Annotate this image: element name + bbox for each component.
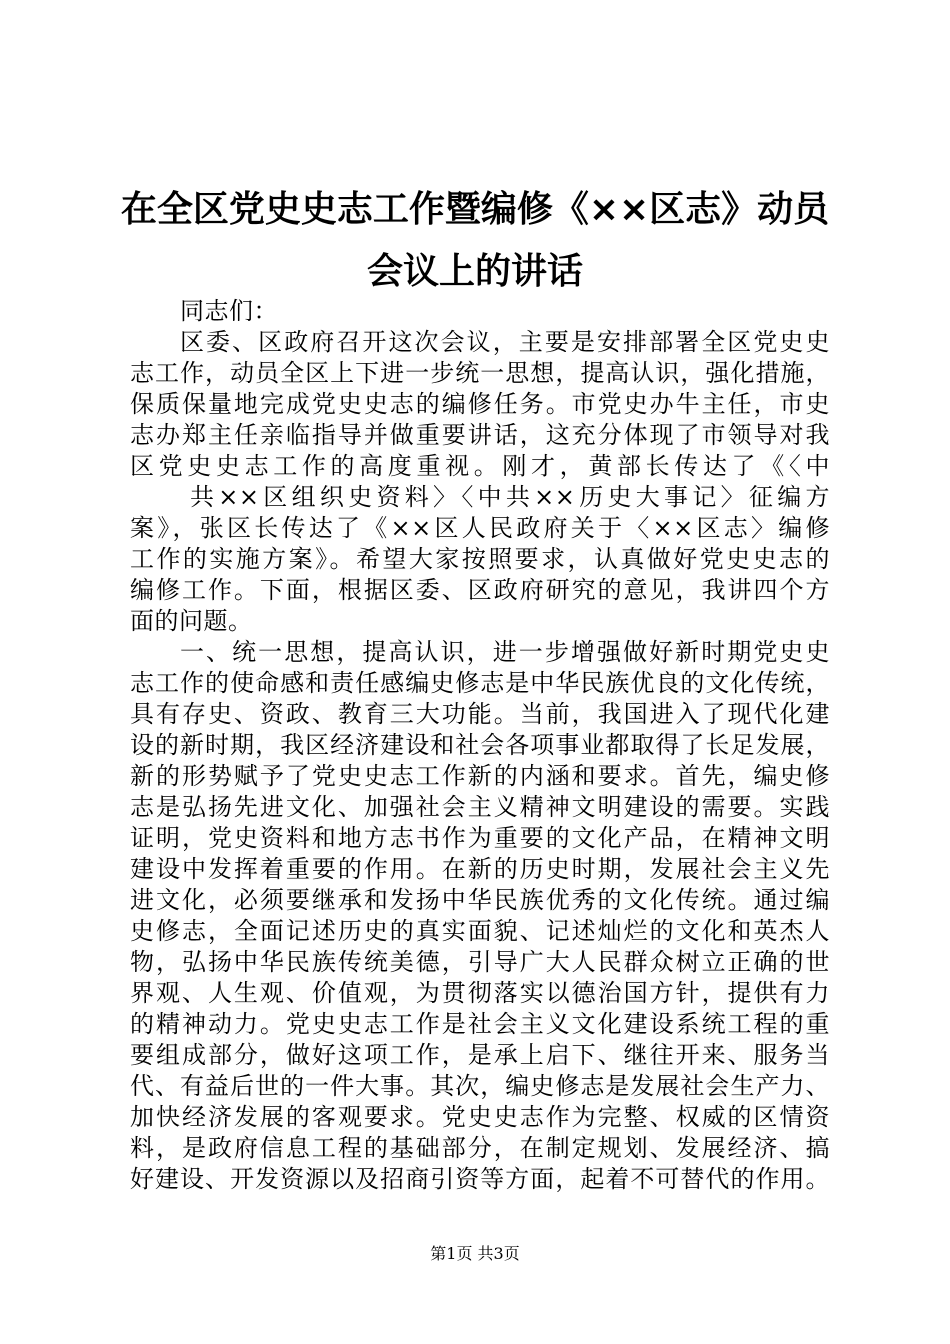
body-line: 的精神动力。党史史志工作是社会主义文化建设系统工程的重 xyxy=(130,1010,830,1038)
document-title-line-2: 会议上的讲话 xyxy=(366,251,583,292)
body-line: 建设中发挥着重要的作用。在新的历史时期，发展社会主义先 xyxy=(130,855,830,883)
body-line: 共××区组织史资料〉〈中共××历史大事记〉征编方 xyxy=(190,483,830,511)
body-line: 证明，党史资料和地方志书作为重要的文化产品，在精神文明 xyxy=(130,824,830,852)
body-line: 物，弘扬中华民族传统美德，引导广大人民群众树立正确的世 xyxy=(130,948,830,976)
body-line: 志工作的使命感和责任感编史修志是中华民族优良的文化传统， xyxy=(130,669,830,697)
body-line: 史修志，全面记述历史的真实面貌、记述灿烂的文化和英杰人 xyxy=(130,917,830,945)
salutation-line: 同志们： xyxy=(180,297,278,325)
body-line: 料，是政府信息工程的基础部分，在制定规划、发展经济、搞 xyxy=(130,1134,830,1162)
body-line: 工作的实施方案》。希望大家按照要求，认真做好党史史志的 xyxy=(130,545,830,573)
body-line: 设的新时期，我区经济建设和社会各项事业都取得了长足发展， xyxy=(130,731,830,759)
body-line: 区党史史志工作的高度重视。刚才，黄部长传达了《〈中 xyxy=(130,452,830,480)
body-line: 新的形势赋予了党史史志工作新的内涵和要求。首先，编史修 xyxy=(130,762,830,790)
body-line: 编修工作。下面，根据区委、区政府研究的意见，我讲四个方 xyxy=(130,576,830,604)
body-line: 志是弘扬先进文化、加强社会主义精神文明建设的需要。实践 xyxy=(130,793,830,821)
body-line: 加快经济发展的客观要求。党史史志作为完整、权威的区情资 xyxy=(130,1103,830,1131)
document-body xyxy=(130,296,830,1195)
body-line: 案》，张区长传达了《××区人民政府关于〈××区志〉编修 xyxy=(130,514,830,542)
body-line: 保质保量地完成党史史志的编修任务。市党史办牛主任，市史 xyxy=(130,390,830,418)
page-footer: 第1页 共3页 xyxy=(430,1244,520,1263)
body-line: 界观、人生观、价值观，为贯彻落实以德治国方针，提供有力 xyxy=(130,979,830,1007)
body-line: 好建设、开发资源以及招商引资等方面，起着不可替代的作用。 xyxy=(130,1165,830,1193)
body-line: 要组成部分，做好这项工作，是承上启下、继往开来、服务当 xyxy=(130,1041,830,1069)
body-line: 区委、区政府召开这次会议，主要是安排部署全区党史史 xyxy=(180,328,830,356)
body-line: 进文化，必须要继承和发扬中华民族优秀的文化传统。通过编 xyxy=(130,886,830,914)
body-line: 志办郑主任亲临指导并做重要讲话，这充分体现了市领导对我 xyxy=(130,421,830,449)
section-heading-line: 一、统一思想，提高认识，进一步增强做好新时期党史史 xyxy=(180,638,830,666)
body-line: 面的问题。 xyxy=(130,607,253,635)
body-line: 志工作，动员全区上下进一步统一思想，提高认识，强化措施， xyxy=(130,359,830,387)
document-title-line-1: 在全区党史史志工作暨编修《××区志》动员 xyxy=(120,189,830,230)
body-line: 具有存史、资政、教育三大功能。当前，我国进入了现代化建 xyxy=(130,700,830,728)
body-line: 代、有益后世的一件大事。其次，编史修志是发展社会生产力、 xyxy=(130,1072,830,1100)
